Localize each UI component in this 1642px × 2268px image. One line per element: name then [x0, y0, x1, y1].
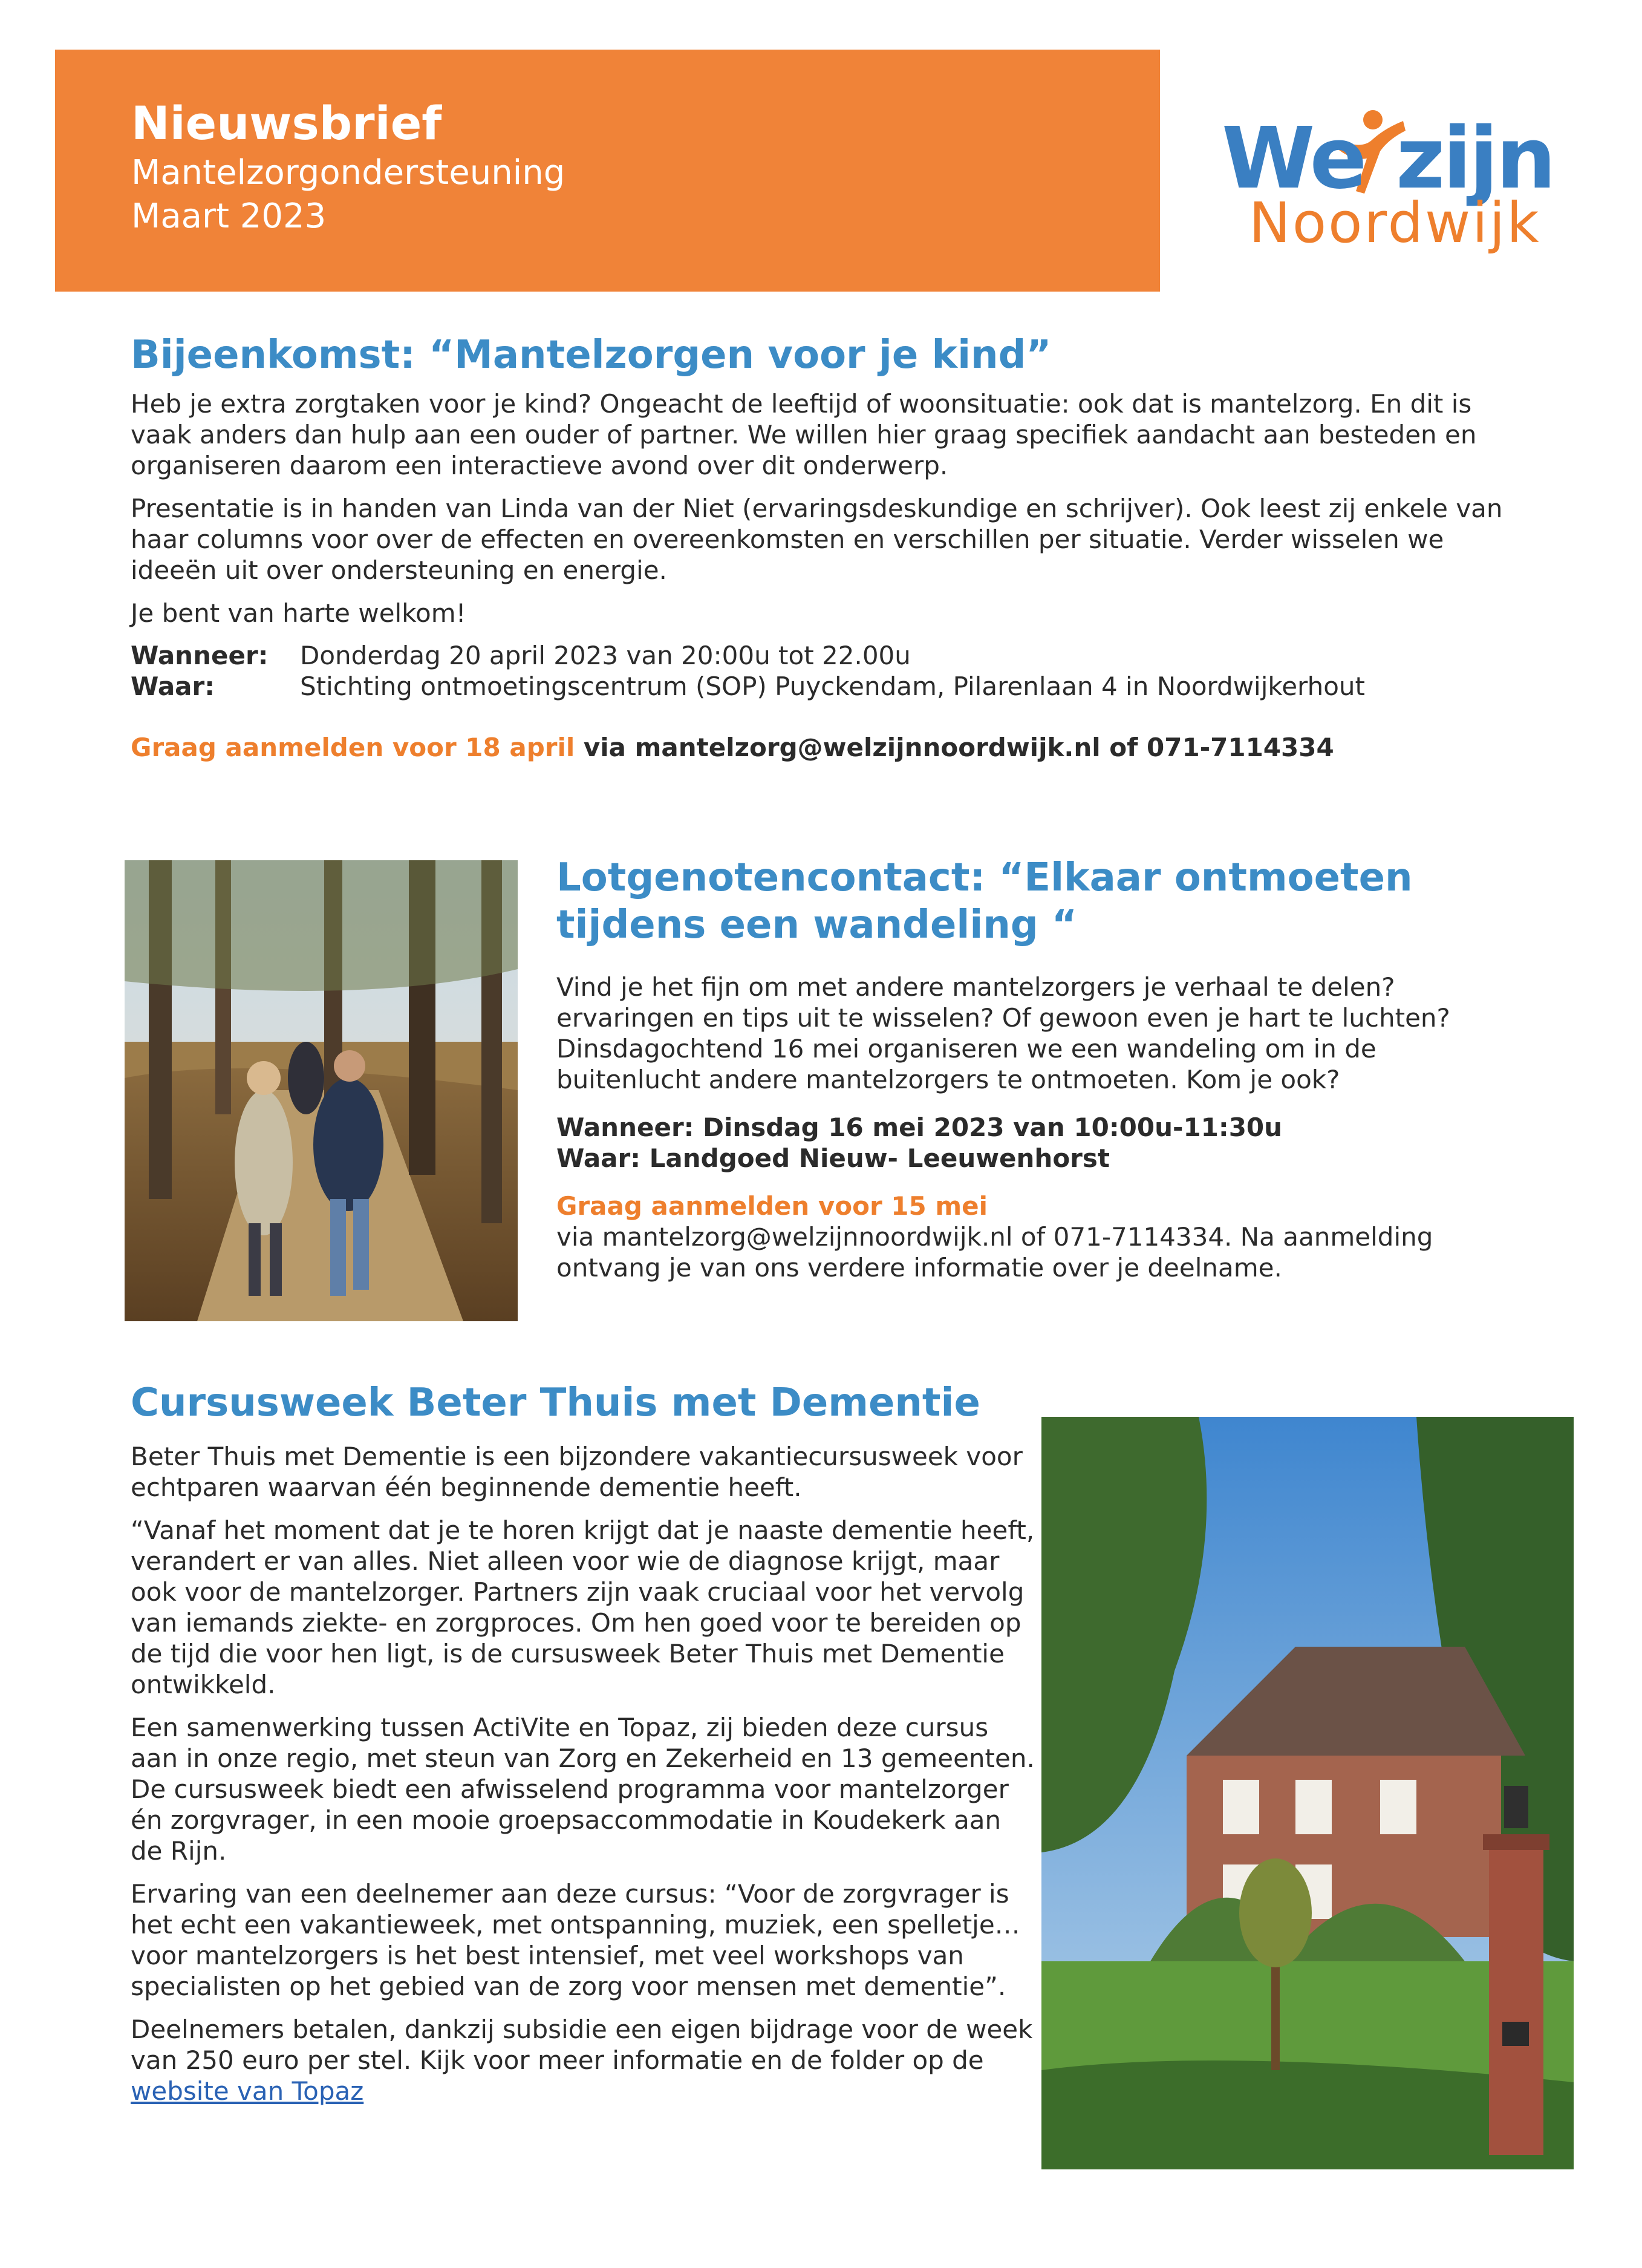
- where-label: Waar:: [131, 671, 215, 701]
- paragraph: [131, 2014, 1038, 2106]
- signup-contact: via mantelzorg@welzijnnoordwijk.nl of 071-7114334: [575, 732, 1334, 762]
- where-line: Waar: Landgoed Nieuw- Leeuwenhorst: [556, 1143, 1110, 1174]
- section-title: Lotgenotencontact: “Elkaar ontmoeten tijdens een wandeling “: [556, 855, 1413, 948]
- paragraph: Heb je extra zorgtaken voor je kind? Ongeacht de leeftijd of woonsituatie: ook dat is mantelzorg. En dit is vaak anders dan hulp aan een ouder of partner. We willen hier graag specifiek aandacht aan besteden en organiseren daarom een interactieve avond over dit onderwerp.: [131, 389, 1477, 481]
- svg-text:zijn: zijn: [1396, 109, 1554, 208]
- when-value: Donderdag 20 april 2023 van 20:00u tot 22.00u: [300, 641, 911, 671]
- signup-deadline: Graag aanmelden voor 18 april: [131, 732, 575, 762]
- paragraph-text: Deelnemers betalen, dankzij subsidie een eigen bijdrage voor de week van 250 euro per stel. Kijk voor meer informatie en de folder op de: [131, 2015, 1033, 2076]
- signup-deadline: Graag aanmelden voor 15 mei: [556, 1191, 988, 1221]
- newsletter-subtitle: Mantelzorgondersteuning: [131, 153, 565, 193]
- section-bijeenkomst: [131, 332, 1510, 775]
- welzijn-noordwijk-logo: [1222, 103, 1560, 260]
- section-title: Cursusweek Beter Thuis met Dementie: [131, 1381, 980, 1425]
- when-row: [131, 641, 1510, 671]
- signup-contact: via mantelzorg@welzijnnoordwijk.nl of 071-7114334. Na aanmelding ontvang je van ons verdere informatie over je deelname.: [556, 1222, 1433, 1283]
- section-title: Bijeenkomst: “Mantelzorgen voor je kind”: [131, 333, 1052, 377]
- svg-text:Noordwijk: Noordwijk: [1249, 191, 1541, 255]
- when-line: Wanneer: Dinsdag 16 mei 2023 van 10:00u-11:30u: [556, 1113, 1283, 1143]
- where-row: [131, 672, 1510, 702]
- newsletter-header: [55, 50, 1160, 292]
- signup-line: [131, 732, 1510, 763]
- where-value: Stichting ontmoetingscentrum (SOP) Puyckendam, Pilarenlaan 4 in Noordwijkerhout: [300, 671, 1365, 701]
- paragraph: Presentatie is in handen van Linda van der Niet (ervaringsdeskundige en schrijver). Ook leest zij enkele van haar columns voor over de effecten en overeenkomsten en verschillen per situatie. Verder wisselen we ideeën uit over ondersteuning en energie.: [131, 494, 1503, 586]
- paragraph: Vind je het fijn om met andere mantelzorgers je verhaal te delen? ervaringen en tips uit te wisselen? Of gewoon even je hart te luchten? Dinsdagochtend 16 mei organiseren we een wandeling om in de buitenlucht andere mantelzorgers te ontmoeten. Kom je ook?: [556, 972, 1450, 1095]
- newsletter-title: Nieuwsbrief: [131, 96, 442, 150]
- paragraph: “Vanaf het moment dat je te horen krijgt dat je naaste dementie heeft, verandert er van alles. Niet alleen voor wie de diagnose krijgt, maar ook voor de mantelzorger. Partners zijn vaak cruciaal voor het vervolg van iemands ziekte- en zorgproces. Om hen goed voor te bereiden op de tijd die voor hen ligt, is de cursusweek Beter Thuis met Dementie ontwikkeld.: [131, 1515, 1035, 1700]
- paragraph: Beter Thuis met Dementie is een bijzondere vakantiecursusweek voor echtparen waarvan één beginnende dementie heeft.: [131, 1442, 1023, 1503]
- paragraph: Een samenwerking tussen ActiVite en Topaz, zij bieden deze cursus aan in onze regio, met steun van Zorg en Zekerheid en 13 gemeenten. De cursusweek biedt een afwisselend programma voor mantelzorger én zorgvrager, in een mooie groepsaccommodatie in Koudekerk aan de Rijn.: [131, 1713, 1035, 1866]
- section-lotgenotencontact: [556, 854, 1500, 1283]
- paragraph: Je bent van harte welkom!: [131, 598, 466, 629]
- newsletter-date: Maart 2023: [131, 197, 327, 237]
- walking-photo: [125, 860, 518, 1321]
- section-cursusweek: [131, 1379, 1038, 2119]
- svg-text:We: We: [1222, 109, 1365, 208]
- paragraph: Ervaring van een deelnemer aan deze cursus: “Voor de zorgvrager is het echt een vakantieweek, met ontspanning, muziek, een spelletje…voor mantelzorgers is het best intensief, met veel workshops van specialisten op het gebied van de zorg voor mensen met dementie”.: [131, 1879, 1020, 2002]
- when-label: Wanneer:: [131, 641, 269, 671]
- house-photo: [1041, 1417, 1574, 2169]
- topaz-website-link[interactable]: website van Topaz: [131, 2076, 364, 2106]
